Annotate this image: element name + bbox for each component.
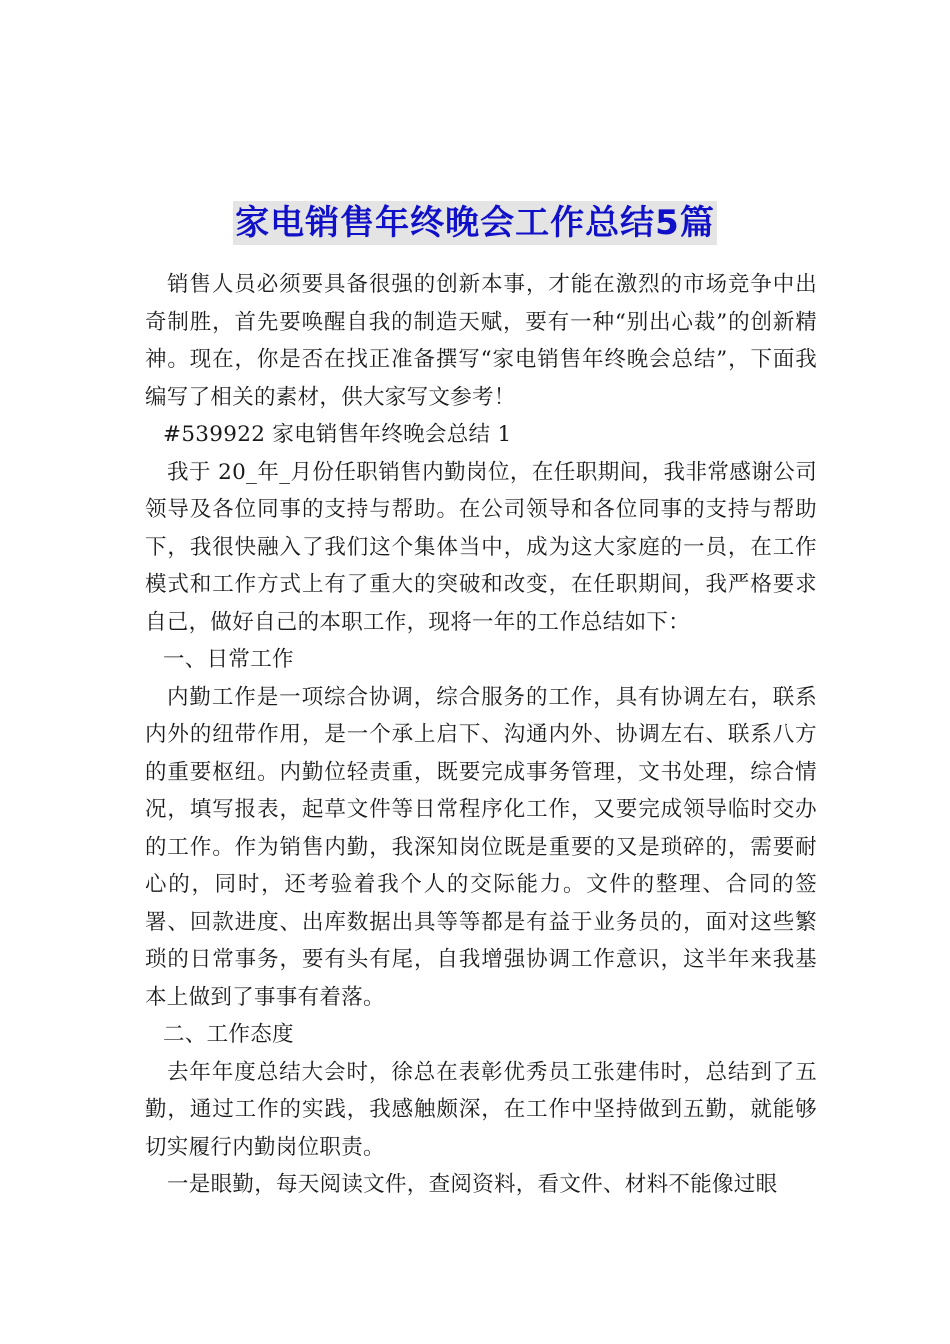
section-heading-summary-1: #539922 家电销售年终晚会总结 1 [163, 422, 512, 447]
document-body [145, 266, 817, 1204]
body-paragraph: 我于 20_年_月份任职销售内勤岗位，在任职期间，我非常感谢公司领导及各位同事的支持与帮助。在公司领导和各位同事的支持与帮助下，我很快融入了我们这个集体当中，成为这大家庭的一员，在工作模式和工作方式上有了重大的突破和改变，在任职期间，我严格要求自己，做好自己的本职工作，现将一年的工作总结如下： [145, 459, 817, 635]
section-heading-work-attitude: 二、工作态度 [163, 1022, 294, 1047]
title-block [0, 178, 950, 268]
body-paragraph: 去年年度总结大会时，徐总在表彰优秀员工张建伟时，总结到了五勤，通过工作的实践，我感触颇深，在工作中坚持做到五勤，就能够切实履行内勤岗位职责。 [145, 1059, 817, 1160]
section-heading-daily-work: 一、日常工作 [163, 647, 294, 672]
body-paragraph: 一是眼勤，每天阅读文件，查阅资料，看文件、材料不能像过眼 [167, 1172, 778, 1197]
body-paragraph: 内勤工作是一项综合协调，综合服务的工作，具有协调左右，联系内外的纽带作用，是一个承上启下、沟通内外、协调左右、联系八方的重要枢纽。内勤位轻责重，既要完成事务管理，文书处理，综合情况，填写报表，起草文件等日常程序化工作，又要完成领导临时交办的工作。作为销售内勤，我深知岗位既是重要的又是琐碎的，需要耐心的，同时，还考验着我个人的交际能力。文件的整理、合同的签署、回款进度、出库数据出具等等都是有益于业务员的，面对这些繁琐的日常事务，要有头有尾，自我增强协调工作意识，这半年来我基本上做到了事事有着落。 [145, 684, 817, 1010]
intro-paragraph: 销售人员必须要具备很强的创新本事，才能在激烈的市场竞争中出奇制胜，首先要唤醒自我的制造天赋，要有一种“别出心裁”的创新精神。现在，你是否在找正准备撰写“家电销售年终晚会总结”，下面我编写了相关的素材，供大家写文参考！ [145, 272, 817, 410]
document-title: 家电销售年终晚会工作总结5篇 [235, 202, 715, 243]
